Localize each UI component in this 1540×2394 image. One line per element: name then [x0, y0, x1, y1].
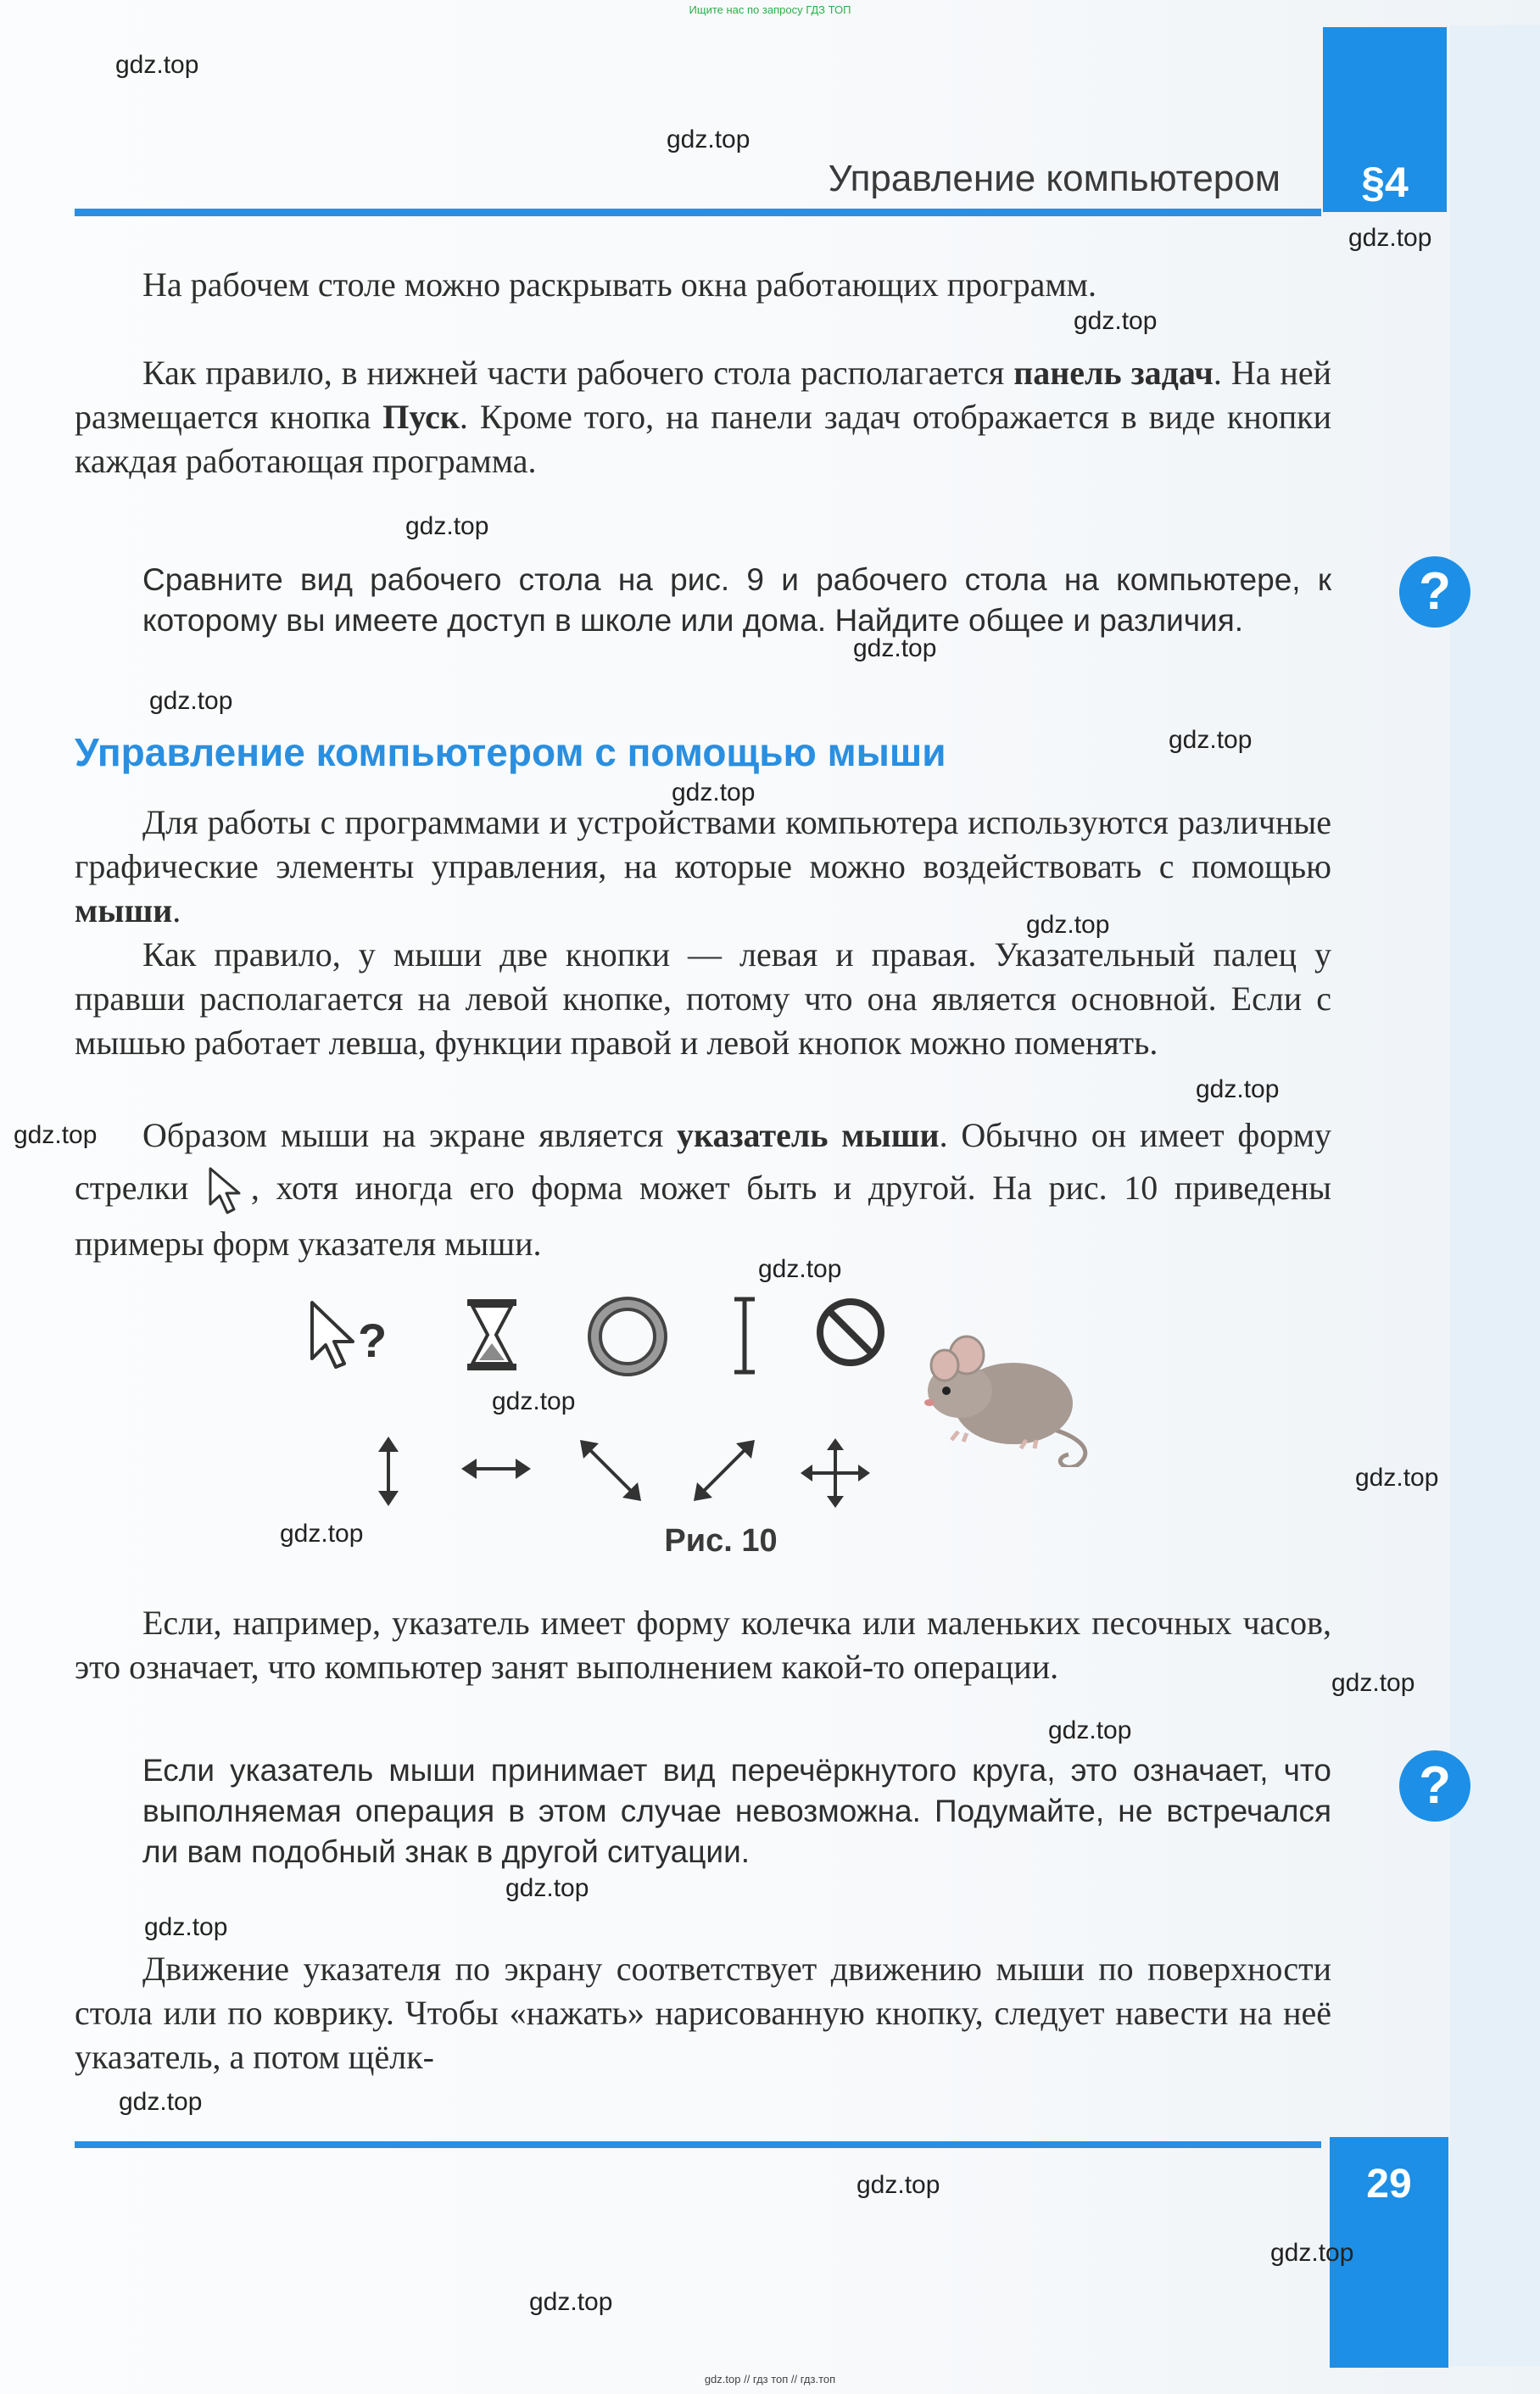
- text-span: Для работы с программами и устройствами компьютера используются различные графические элементы управления, на которые можно воздействовать с помощью: [75, 803, 1331, 885]
- hourglass-icon: [462, 1296, 522, 1374]
- right-margin-strip: [1450, 25, 1540, 2366]
- question-text-1: Сравните вид рабочего стола на рис. 9 и рабочего стола на компьютере, к которому вы имеете доступ в школе или дома. Найдите общее и различия.: [142, 562, 1331, 638]
- term-mouse-pointer: указатель мыши: [677, 1116, 940, 1154]
- watermark: gdz.top: [1196, 1075, 1280, 1103]
- watermark: gdz.top: [115, 51, 199, 79]
- watermark: gdz.top: [1348, 224, 1432, 252]
- resize-vertical-icon: [371, 1433, 405, 1510]
- watermark: gdz.top: [119, 2088, 203, 2116]
- resize-diagonal-nwse-icon: [577, 1437, 644, 1504]
- watermark: gdz.top: [672, 778, 756, 806]
- paragraph-7: Движение указателя по экрану соответствует движению мыши по поверхности стола или по коврику. Чтобы «нажать» нарисованную кнопку, следует навести на неё указатель, а потом щёлк-: [75, 1950, 1331, 2076]
- watermark: gdz.top: [1270, 2239, 1354, 2267]
- paragraph-2: [75, 351, 1331, 483]
- question-mark-icon: ?: [1399, 556, 1470, 628]
- watermark: gdz.top: [1026, 911, 1110, 939]
- arrow-pointer-icon: [205, 1165, 251, 1218]
- page-number: 29: [1366, 2162, 1412, 2207]
- help-pointer-icon: [305, 1297, 399, 1374]
- text-span: . Обычно он имеет форму стрелки: [75, 1116, 1332, 1207]
- watermark: gdz.top: [856, 2171, 940, 2199]
- paragraph-6: Если, например, указатель имеет форму колечка или маленьких песочных часов, это означает, что компьютер занят выполнением какой-то операции.: [75, 1604, 1331, 1686]
- watermark: gdz.top: [405, 512, 489, 540]
- term-taskbar: панель задач: [1013, 354, 1214, 392]
- paragraph-1: На рабочем столе можно раскрывать окна работающих программ.: [142, 265, 1096, 304]
- watermark: gdz.top: [529, 2288, 613, 2316]
- watermark: gdz.top: [280, 1520, 364, 1548]
- text-cursor-icon: [728, 1296, 762, 1376]
- running-title: Управление компьютером: [828, 158, 1281, 199]
- watermark: gdz.top: [1331, 1669, 1415, 1697]
- watermark: gdz.top: [1169, 726, 1253, 754]
- paragraph-5: [75, 1109, 1331, 1270]
- figure-caption: Рис. 10: [664, 1523, 778, 1559]
- text-span: Как правило, в нижней части рабочего стола располагается: [142, 354, 1014, 392]
- text-span: Образом мыши на экране является: [142, 1116, 678, 1154]
- mouse-animal-illustration: [907, 1323, 1102, 1467]
- section-label: §4: [1361, 159, 1409, 206]
- term-start: Пуск: [382, 398, 460, 436]
- header-rule: [75, 209, 1321, 216]
- no-entry-icon: [812, 1294, 889, 1370]
- watermark: gdz.top: [14, 1121, 98, 1149]
- section-heading: Управление компьютером с помощью мыши: [75, 730, 946, 774]
- resize-horizontal-icon: [458, 1452, 534, 1486]
- footer-rule: [75, 2141, 1321, 2148]
- ring-icon: [583, 1292, 672, 1381]
- paragraph-3: [75, 801, 1331, 933]
- watermark: gdz.top: [1048, 1716, 1132, 1744]
- question-mark-icon: ?: [1399, 1750, 1470, 1822]
- paragraph-4: Как правило, у мыши две кнопки — левая и правая. Указательный палец у правши располагается на левой кнопке, потому что она является основной. Если с мышью работает левша, функции правой и левой кнопок можно поменять.: [75, 935, 1331, 1062]
- watermark: gdz.top: [758, 1255, 842, 1283]
- svg-text:?: ?: [358, 1314, 388, 1367]
- text-span: .: [172, 891, 181, 929]
- watermark: gdz.top: [1355, 1464, 1439, 1492]
- question-text-2: Если указатель мыши принимает вид перечёркнутого круга, это означает, что выполняемая операция в этом случае невозможна. Подумайте, не встречался ли вам подобный знак в другой ситуации.: [142, 1753, 1331, 1869]
- text-span: . Кроме того, на панели задач отображается в виде кнопки каждая работающая программа.: [75, 398, 1331, 480]
- watermark: gdz.top: [1074, 307, 1158, 335]
- bottom-note: gdz.top // гдз топ // гдз.топ: [704, 2373, 836, 2386]
- watermark: gdz.top: [492, 1387, 576, 1415]
- watermark: gdz.top: [505, 1874, 589, 1902]
- text-span: , хотя иногда его форма может быть и другой. На рис. 10 приведены примеры форм указателя мыши.: [75, 1169, 1332, 1263]
- top-search-note: Ищите нас по запросу ГДЗ ТОП: [689, 3, 851, 16]
- move-icon: [799, 1437, 872, 1510]
- resize-diagonal-nesw-icon: [690, 1437, 758, 1504]
- watermark: gdz.top: [667, 126, 750, 153]
- text-span: . На ней размещается кнопка: [75, 354, 1331, 436]
- watermark: gdz.top: [149, 687, 233, 715]
- term-mouse: мыши: [75, 891, 173, 929]
- watermark: gdz.top: [144, 1913, 228, 1941]
- watermark: gdz.top: [853, 634, 937, 662]
